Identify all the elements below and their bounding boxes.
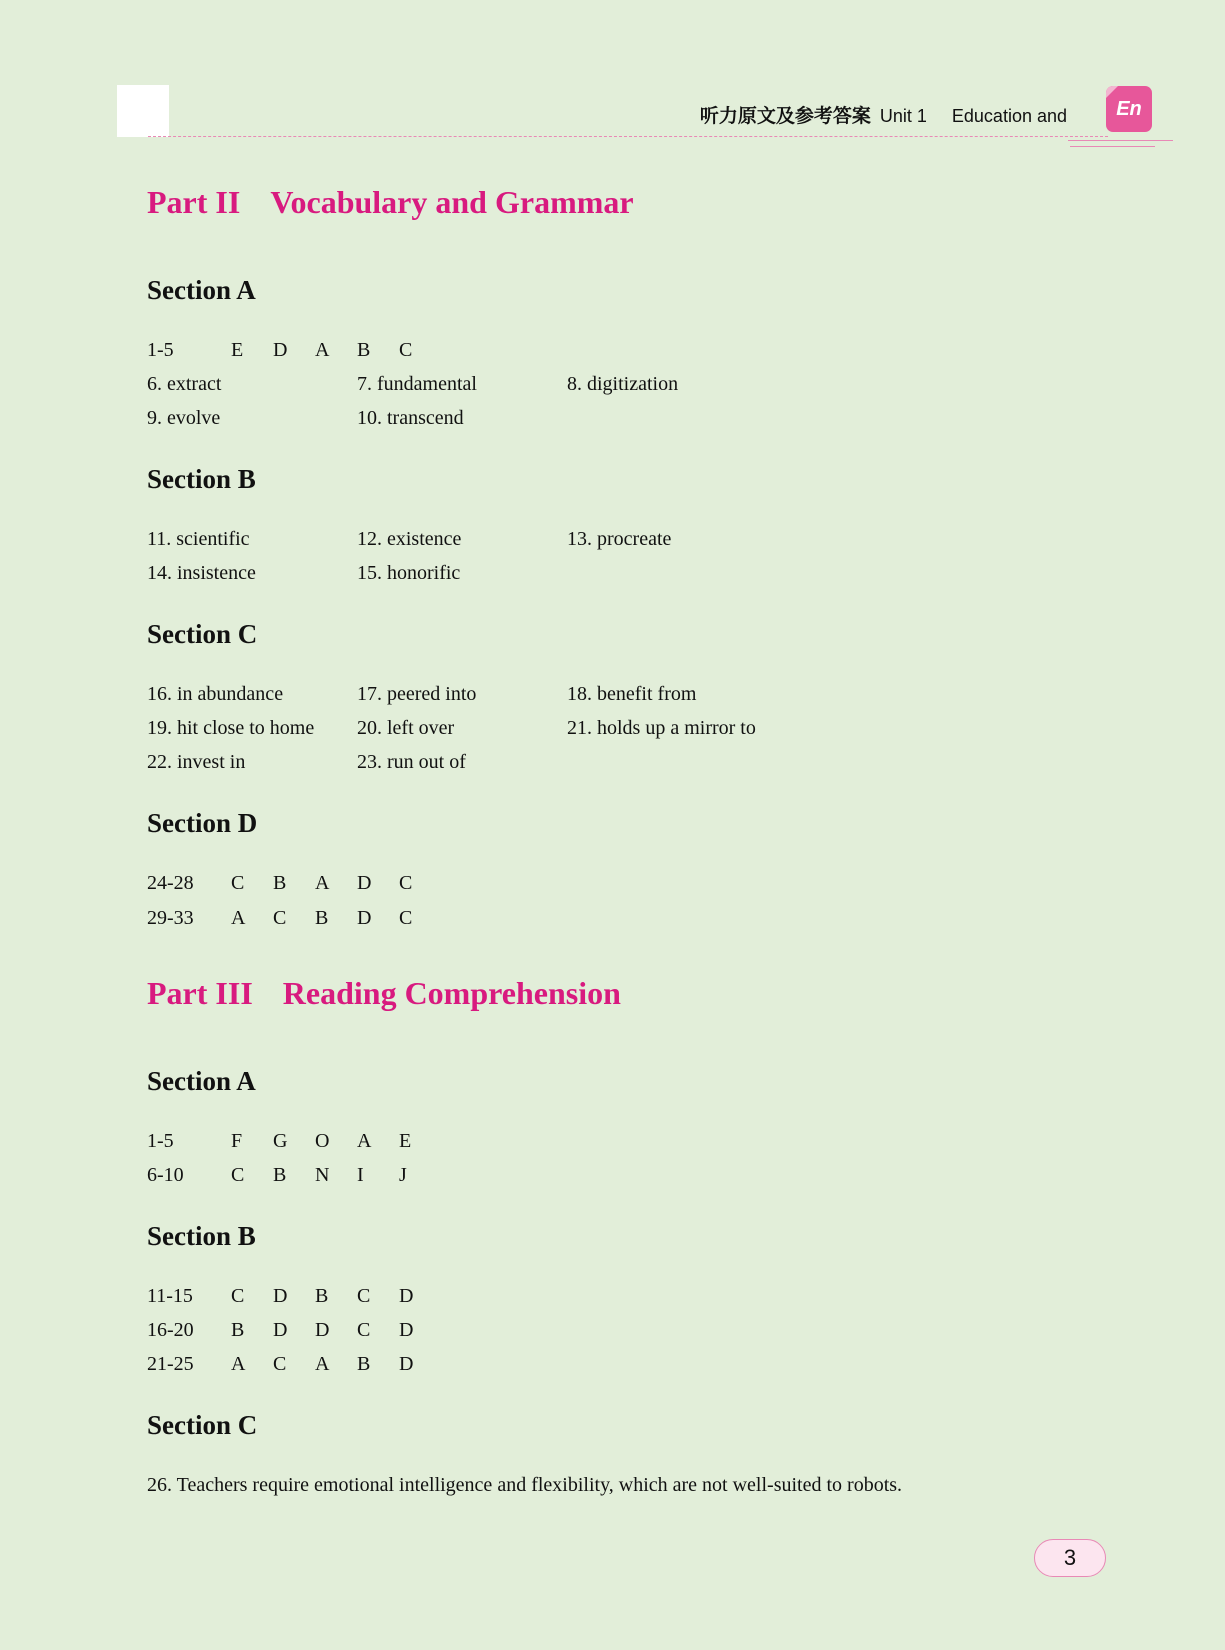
section-title: Section A	[147, 275, 256, 305]
header-topic: Education and	[951, 106, 1067, 126]
section-title: Section C	[147, 1410, 258, 1440]
answer-letter: A	[315, 872, 330, 894]
answer-letter: D	[273, 339, 288, 361]
section-title: Section C	[147, 619, 258, 649]
answer-letter: D	[315, 1319, 330, 1341]
answer-item: 23. run out of	[357, 751, 466, 773]
answer-item: 21. holds up a mirror to	[567, 717, 756, 739]
answer-range: 1-5	[147, 1130, 174, 1152]
header-rule	[1070, 146, 1155, 147]
part-name: Reading Comprehension	[282, 975, 621, 1011]
header-unit: Unit 1	[879, 106, 927, 126]
answer-letter: D	[273, 1319, 288, 1341]
part-number: Part III	[147, 975, 253, 1011]
answer-item: 17. peered into	[357, 683, 477, 705]
answer-letter: D	[273, 1285, 288, 1307]
answer-letter: C	[231, 872, 245, 894]
en-badge-label: En	[1116, 97, 1142, 120]
answer-letter: C	[231, 1164, 245, 1186]
answer-letter: C	[273, 1353, 287, 1375]
answer-letter: D	[399, 1285, 414, 1307]
answer-item: 6. extract	[147, 373, 222, 395]
answer-letter: C	[399, 872, 413, 894]
answer-range: 11-15	[147, 1285, 193, 1307]
answer-letter: F	[231, 1130, 243, 1152]
answer-letter: E	[231, 339, 244, 361]
answer-item: 22. invest in	[147, 751, 246, 773]
answer-item: 7. fundamental	[357, 373, 477, 395]
answer-letter: C	[357, 1319, 371, 1341]
section-title: Section A	[147, 1066, 256, 1096]
answer-letter: C	[399, 907, 413, 929]
part-title	[147, 975, 621, 1012]
answer-item: 10. transcend	[357, 407, 464, 429]
answer-letter: B	[315, 1285, 329, 1307]
answer-letter: A	[231, 1353, 246, 1375]
part-title	[147, 184, 634, 221]
answer-letter: A	[315, 339, 330, 361]
answer-item: 14. insistence	[147, 562, 256, 584]
answer-range: 16-20	[147, 1319, 194, 1341]
answer-letter: B	[231, 1319, 245, 1341]
answer-letter: C	[231, 1285, 245, 1307]
answer-range: 6-10	[147, 1164, 184, 1186]
section-title: Section B	[147, 1221, 256, 1251]
section-title: Section B	[147, 464, 256, 494]
answer-letter: O	[315, 1130, 330, 1152]
answer-letter: D	[357, 907, 372, 929]
answer-item: 11. scientific	[147, 528, 250, 550]
answer-letter: J	[399, 1164, 407, 1186]
answer-letter: I	[357, 1164, 364, 1186]
answer-letter: B	[357, 339, 371, 361]
answer-range: 24-28	[147, 872, 194, 894]
answer-letter: B	[315, 907, 329, 929]
answer-letter: A	[231, 907, 246, 929]
en-badge-icon	[1106, 86, 1152, 132]
answer-item: 8. digitization	[567, 373, 679, 395]
answer-item: 20. left over	[357, 717, 455, 739]
answer-range: 1-5	[147, 339, 174, 361]
answer-letter: C	[399, 339, 413, 361]
header-rule	[1068, 140, 1173, 141]
section-title: Section D	[147, 808, 258, 838]
answer-sentence: 26. Teachers require emotional intelligence and flexibility, which are not well-suited to robots.	[147, 1474, 903, 1496]
answer-item: 15. honorific	[357, 562, 461, 584]
answer-letter: B	[273, 872, 287, 894]
answer-item: 12. existence	[357, 528, 462, 550]
answer-letter: B	[273, 1164, 287, 1186]
answer-letter: N	[315, 1164, 330, 1186]
badge-fold	[1106, 86, 1118, 98]
answer-item: 16. in abundance	[147, 683, 284, 705]
answer-item: 18. benefit from	[567, 683, 697, 705]
answer-letter: C	[273, 907, 287, 929]
running-header	[700, 101, 1067, 128]
answer-item: 19. hit close to home	[147, 717, 315, 739]
part-number: Part II	[147, 184, 241, 220]
answer-letter: A	[357, 1130, 372, 1152]
answer-range: 29-33	[147, 907, 194, 929]
part-name: Vocabulary and Grammar	[270, 184, 634, 220]
answer-letter: E	[399, 1130, 412, 1152]
answer-letter: C	[357, 1285, 371, 1307]
header-dashed-rule	[148, 136, 1108, 137]
answer-letter: D	[399, 1353, 414, 1375]
corner-block	[117, 85, 169, 137]
answer-item: 13. procreate	[567, 528, 672, 550]
answer-letter: D	[399, 1319, 414, 1341]
answer-letter: B	[357, 1353, 371, 1375]
answer-range: 21-25	[147, 1353, 194, 1375]
answer-letter: A	[315, 1353, 330, 1375]
answer-letter: D	[357, 872, 372, 894]
answer-letter: G	[273, 1130, 288, 1152]
page-number: 3	[1034, 1539, 1106, 1577]
answer-item: 9. evolve	[147, 407, 221, 429]
header-cn-title: 听力原文及参考答案	[699, 106, 871, 127]
